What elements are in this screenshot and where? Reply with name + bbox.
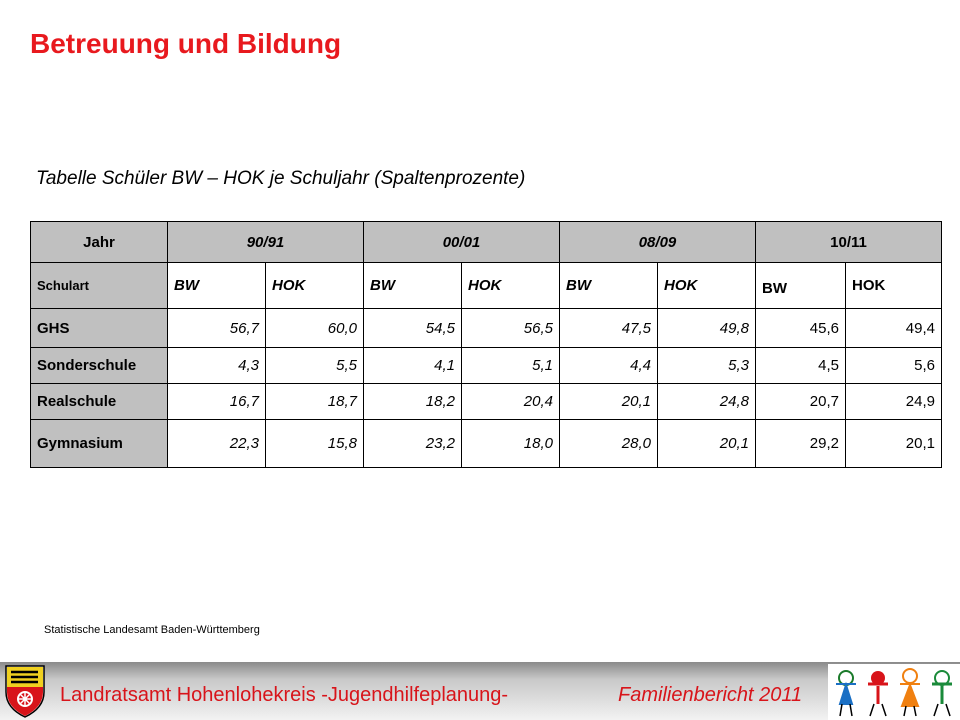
school-type-header-label: Schulart [31, 263, 168, 309]
table-cell: 20,1 [560, 384, 658, 420]
table-cell: 23,2 [364, 420, 462, 468]
sub-header-cell: HOK [462, 263, 560, 309]
table-row [31, 384, 942, 420]
table-cell: 4,5 [756, 348, 846, 384]
table-cell: 49,8 [658, 309, 756, 348]
table-cell: 20,4 [462, 384, 560, 420]
table-cell: 22,3 [168, 420, 266, 468]
sub-header-cell: BW [168, 263, 266, 309]
row-label: Sonderschule [31, 348, 168, 384]
footer-report-title: Familienbericht 2011 [618, 684, 803, 706]
year-header-cell: 90/91 [168, 222, 364, 263]
table-cell: 5,3 [658, 348, 756, 384]
table-cell: 20,7 [756, 384, 846, 420]
table-cell: 18,0 [462, 420, 560, 468]
sub-header-cell: HOK [658, 263, 756, 309]
sub-header-cell: BW [756, 263, 846, 309]
year-header-cell: 00/01 [364, 222, 560, 263]
table-row [31, 348, 942, 384]
table-cell: 5,1 [462, 348, 560, 384]
table-cell: 24,8 [658, 384, 756, 420]
sub-header-cell: HOK [846, 263, 942, 309]
row-label: Realschule [31, 384, 168, 420]
sub-header-cell: BW [364, 263, 462, 309]
year-header-row [31, 222, 942, 263]
table-cell: 4,4 [560, 348, 658, 384]
row-label: Gymnasium [31, 420, 168, 468]
school-type-header-row [31, 263, 942, 309]
table-cell: 56,7 [168, 309, 266, 348]
table-cell: 4,1 [364, 348, 462, 384]
year-header-label: Jahr [31, 222, 168, 263]
table-cell: 20,1 [846, 420, 942, 468]
sub-header-cell: HOK [266, 263, 364, 309]
table-cell: 56,5 [462, 309, 560, 348]
table-cell: 54,5 [364, 309, 462, 348]
table-cell: 5,5 [266, 348, 364, 384]
coat-of-arms-logo [0, 662, 50, 720]
page-title: Betreuung und Bildung [30, 28, 342, 59]
table-cell: 60,0 [266, 309, 364, 348]
table-cell: 18,2 [364, 384, 462, 420]
year-header-cell: 10/11 [756, 222, 942, 263]
table-cell: 45,6 [756, 309, 846, 348]
table-cell: 4,3 [168, 348, 266, 384]
table-cell: 5,6 [846, 348, 942, 384]
children-drawing-logo [828, 664, 960, 720]
table-cell: 47,5 [560, 309, 658, 348]
row-label: GHS [31, 309, 168, 348]
table-cell: 20,1 [658, 420, 756, 468]
table-cell: 18,7 [266, 384, 364, 420]
table-cell: 24,9 [846, 384, 942, 420]
table-row [31, 309, 942, 348]
table-caption: Tabelle Schüler BW – HOK je Schuljahr (Spaltenprozente) [36, 168, 526, 189]
sub-header-cell: BW [560, 263, 658, 309]
table-cell: 15,8 [266, 420, 364, 468]
source-note: Statistische Landesamt Baden-Württemberg [44, 624, 260, 636]
footer-organization: Landratsamt Hohenlohekreis -Jugendhilfeplanung- [60, 684, 509, 706]
table-cell: 49,4 [846, 309, 942, 348]
year-header-cell: 08/09 [560, 222, 756, 263]
statistics-table [30, 221, 942, 468]
table-row [31, 420, 942, 468]
table-cell: 16,7 [168, 384, 266, 420]
table-cell: 28,0 [560, 420, 658, 468]
table-cell: 29,2 [756, 420, 846, 468]
